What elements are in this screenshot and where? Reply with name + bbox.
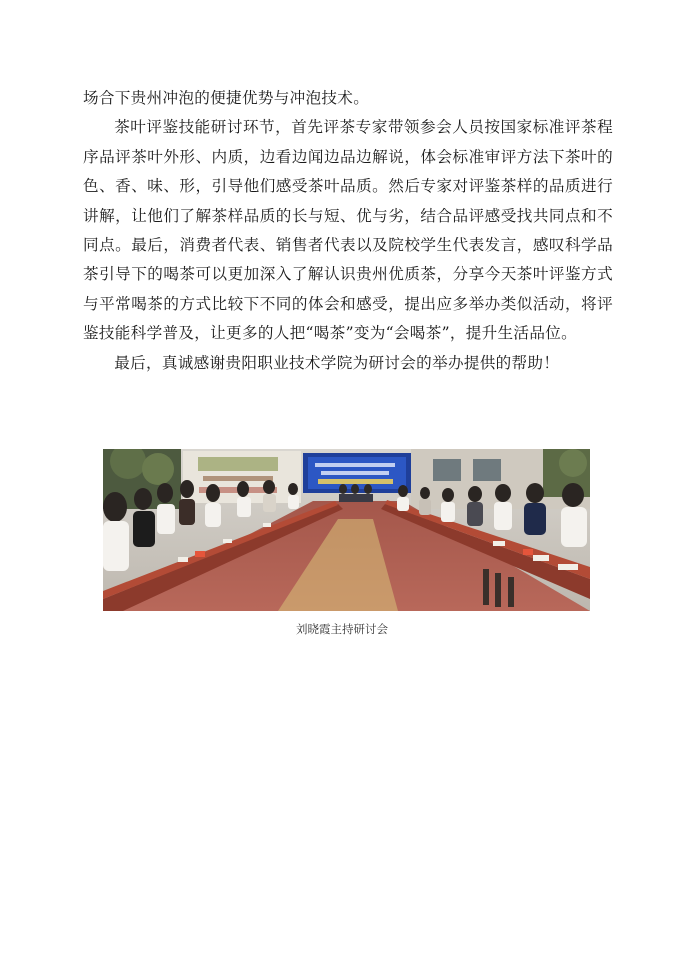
body-text [83,84,613,378]
paragraph-3: 最后，真诚感谢贵阳职业技术学院为研讨会的举办提供的帮助！ [114,353,560,372]
paragraph-1: 场合下贵州冲泡的便捷优势与冲泡技术。 [83,89,370,107]
meeting-photo-illustration [103,449,590,611]
photo-caption: 刘晓霞主持研讨会 [296,622,388,636]
paragraph-2: 茶叶评鉴技能研讨环节，首先评茶专家带领参会人员按国家标准评茶程序品评茶叶外形、内质，边看边闻边品边解说，体会标准审评方法下茶叶的色、香、味、形，引导他们感受茶叶品质。然后专家对评鉴茶样的品质进行讲解，让他们了解茶样品质的长与短、优与劣，结合品评感受找共同点和不同点。最后，消费者代表、销售者代表以及院校学生代表发言，感叹科学品茶引导下的喝茶可以更加深入了解认识贵州优质茶，分享今天茶叶评鉴方式与平常喝茶的方式比较下不同的体会和感受，提出应多举办类似活动，将评鉴技能科学普及，让更多的人把“喝茶”变为“会喝茶”，提升生活品位。 [83,118,613,343]
meeting-photo [103,449,590,611]
